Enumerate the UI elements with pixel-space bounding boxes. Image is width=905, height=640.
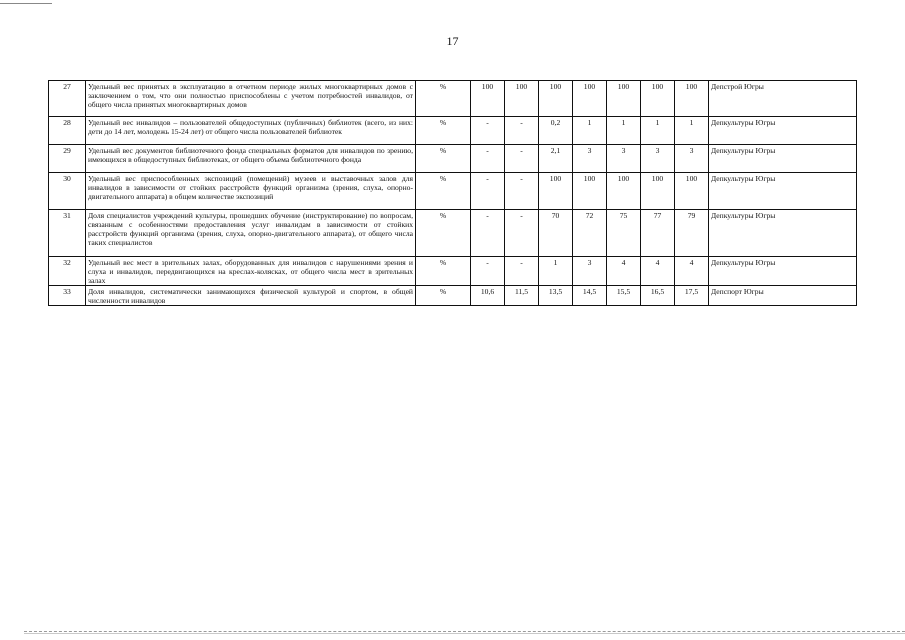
value-cell: - bbox=[471, 145, 505, 173]
value-cell: 1 bbox=[539, 257, 573, 286]
table-row bbox=[49, 210, 857, 257]
unit-cell: % bbox=[416, 173, 471, 210]
value-cell: - bbox=[471, 210, 505, 257]
value-cell: 79 bbox=[675, 210, 709, 257]
scan-artifact-bottom bbox=[24, 631, 905, 632]
unit-cell: % bbox=[416, 117, 471, 145]
indicator-description: Удельный вес мест в зрительных залах, оборудованных для инвалидов с нарушениями зрения и слуха и инвалидов, передвигающихся на креслах-колясках, от общего числа мест в зрительных залах bbox=[86, 257, 416, 286]
table-row bbox=[49, 286, 857, 306]
value-cell: 3 bbox=[573, 257, 607, 286]
value-cell: - bbox=[505, 173, 539, 210]
row-number: 32 bbox=[49, 257, 86, 286]
value-cell: 1 bbox=[607, 117, 641, 145]
indicator-description: Удельный вес инвалидов – пользователей общедоступных (публичных) библиотек (всего, из них: дети до 14 лет, молодежь 15-24 лет) от общего числа пользователей библиотек bbox=[86, 117, 416, 145]
table-row bbox=[49, 117, 857, 145]
value-cell: 15,5 bbox=[607, 286, 641, 306]
value-cell: 1 bbox=[675, 117, 709, 145]
value-cell: 100 bbox=[607, 173, 641, 210]
unit-cell: % bbox=[416, 286, 471, 306]
unit-cell: % bbox=[416, 210, 471, 257]
value-cell: - bbox=[505, 210, 539, 257]
table-row bbox=[49, 81, 857, 117]
value-cell: 0,2 bbox=[539, 117, 573, 145]
value-cell: 3 bbox=[675, 145, 709, 173]
table-row bbox=[49, 145, 857, 173]
value-cell: 70 bbox=[539, 210, 573, 257]
row-number: 33 bbox=[49, 286, 86, 306]
value-cell: 3 bbox=[641, 145, 675, 173]
value-cell: - bbox=[471, 117, 505, 145]
value-cell: 13,5 bbox=[539, 286, 573, 306]
value-cell: 10,6 bbox=[471, 286, 505, 306]
indicator-description: Доля инвалидов, систематически занимающихся физической культурой и спортом, в общей численности инвалидов bbox=[86, 286, 416, 306]
responsible-department: Депкультуры Югры bbox=[709, 257, 857, 286]
indicator-description: Удельный вес документов библиотечного фонда специальных форматов для инвалидов по зрению, имеющихся в общедоступных библиотеках, от общего объема библиотечного фонда bbox=[86, 145, 416, 173]
row-number: 29 bbox=[49, 145, 86, 173]
value-cell: 100 bbox=[505, 81, 539, 117]
indicator-description: Удельный вес принятых в эксплуатацию в отчетном периоде жилых многоквартирных домов с заключением о том, что они полностью приспособлены с учетом потребностей инвалидов, от общего числа принятых многоквартирных домов bbox=[86, 81, 416, 117]
table-row bbox=[49, 257, 857, 286]
responsible-department: Депкультуры Югры bbox=[709, 210, 857, 257]
value-cell: - bbox=[505, 257, 539, 286]
responsible-department: Депкультуры Югры bbox=[709, 117, 857, 145]
value-cell: 75 bbox=[607, 210, 641, 257]
value-cell: 3 bbox=[573, 145, 607, 173]
value-cell: 100 bbox=[539, 173, 573, 210]
value-cell: - bbox=[471, 257, 505, 286]
responsible-department: Депкультуры Югры bbox=[709, 173, 857, 210]
value-cell: - bbox=[505, 117, 539, 145]
row-number: 31 bbox=[49, 210, 86, 257]
value-cell: 14,5 bbox=[573, 286, 607, 306]
value-cell: - bbox=[471, 173, 505, 210]
scan-artifact-top bbox=[0, 3, 52, 4]
unit-cell: % bbox=[416, 257, 471, 286]
value-cell: 77 bbox=[641, 210, 675, 257]
unit-cell: % bbox=[416, 81, 471, 117]
row-number: 28 bbox=[49, 117, 86, 145]
value-cell: 1 bbox=[641, 117, 675, 145]
value-cell: 100 bbox=[471, 81, 505, 117]
value-cell: 100 bbox=[607, 81, 641, 117]
value-cell: 100 bbox=[675, 81, 709, 117]
value-cell: 100 bbox=[573, 173, 607, 210]
responsible-department: Депкультуры Югры bbox=[709, 145, 857, 173]
unit-cell: % bbox=[416, 145, 471, 173]
value-cell: 3 bbox=[607, 145, 641, 173]
value-cell: 100 bbox=[675, 173, 709, 210]
value-cell: 100 bbox=[641, 81, 675, 117]
value-cell: 1 bbox=[573, 117, 607, 145]
responsible-department: Депстрой Югры bbox=[709, 81, 857, 117]
indicator-description: Доля специалистов учреждений культуры, прошедших обучение (инструктирование) по вопросам, связанным с особенностями предоставления услуг инвалидам в зависимости от стойких расстройств функций организма (зрения, слуха, опорно-двигательного аппарата), от общего числа таких специалистов bbox=[86, 210, 416, 257]
indicators-table bbox=[48, 80, 857, 306]
value-cell: 4 bbox=[675, 257, 709, 286]
indicator-description: Удельный вес приспособленных экспозиций (помещений) музеев и выставочных залов для инвалидов в зависимости от стойких расстройств функций организма (зрения, слуха, опорно-двигательного аппарата) в общем количестве экспозиций bbox=[86, 173, 416, 210]
scan-artifact-bottom-faint bbox=[24, 633, 905, 634]
row-number: 30 bbox=[49, 173, 86, 210]
table-row bbox=[49, 173, 857, 210]
value-cell: 16,5 bbox=[641, 286, 675, 306]
value-cell: - bbox=[505, 145, 539, 173]
value-cell: 72 bbox=[573, 210, 607, 257]
value-cell: 100 bbox=[539, 81, 573, 117]
value-cell: 4 bbox=[641, 257, 675, 286]
value-cell: 11,5 bbox=[505, 286, 539, 306]
value-cell: 100 bbox=[573, 81, 607, 117]
value-cell: 2,1 bbox=[539, 145, 573, 173]
row-number: 27 bbox=[49, 81, 86, 117]
value-cell: 100 bbox=[641, 173, 675, 210]
responsible-department: Депспорт Югры bbox=[709, 286, 857, 306]
value-cell: 4 bbox=[607, 257, 641, 286]
page-number: 17 bbox=[446, 34, 459, 48]
value-cell: 17,5 bbox=[675, 286, 709, 306]
